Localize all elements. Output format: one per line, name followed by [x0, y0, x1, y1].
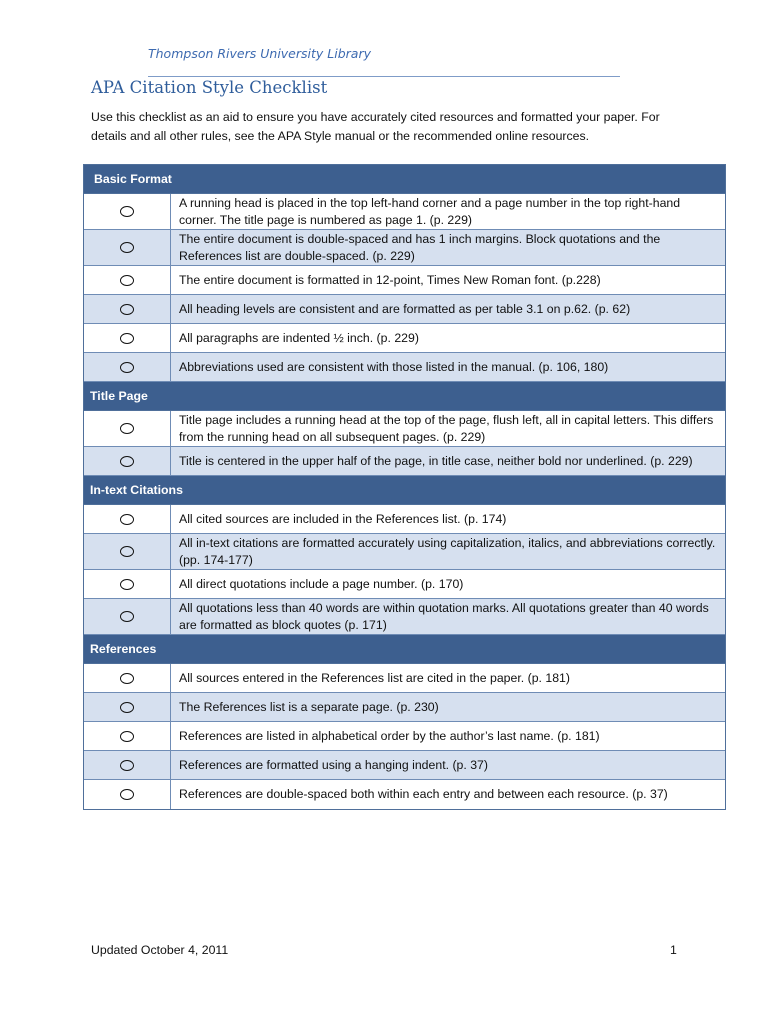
checkbox-cell [84, 230, 171, 265]
circle-checkbox-icon[interactable] [120, 702, 134, 713]
checkbox-cell [84, 266, 171, 294]
section-header-references: References [84, 635, 725, 664]
intro-paragraph [91, 108, 701, 146]
circle-checkbox-icon[interactable] [120, 206, 134, 217]
circle-checkbox-icon[interactable] [120, 546, 134, 557]
circle-checkbox-icon[interactable] [120, 275, 134, 286]
checklist-item-text: All paragraphs are indented ½ inch. (p. 229) [179, 330, 419, 345]
checklist-row [84, 780, 725, 809]
section-header-in-text-citations: In-text Citations [84, 476, 725, 505]
checkbox-cell [84, 411, 171, 446]
checklist-row [84, 324, 725, 353]
checkbox-cell [84, 447, 171, 475]
checkbox-cell [84, 693, 171, 721]
circle-checkbox-icon[interactable] [120, 456, 134, 467]
footer-page-number: 1 [670, 943, 677, 957]
checklist-table [83, 164, 726, 810]
checklist-row [84, 693, 725, 722]
checklist-row [84, 570, 725, 599]
checklist-row [84, 194, 725, 230]
checkbox-cell [84, 751, 171, 779]
checkbox-cell [84, 664, 171, 692]
checklist-item-text: All heading levels are consistent and are formatted as per table 3.1 on p.62. (p. 62) [179, 301, 631, 316]
checkbox-cell [84, 324, 171, 352]
checklist-row [84, 447, 725, 476]
checklist-item-text: All quotations less than 40 words are within quotation marks. All quotations greater than 40 words are formatted as block quotes (p. 171) [179, 600, 709, 632]
section-header-basic-format: Basic Format [84, 165, 725, 194]
checklist-row [84, 599, 725, 635]
header-rule [148, 76, 620, 77]
checklist-item-text: Abbreviations used are consistent with those listed in the manual. (p. 106, 180) [179, 359, 609, 374]
checklist-item-text: Title is centered in the upper half of the page, in title case, neither bold nor underlined. (p. 229) [179, 453, 693, 468]
checklist-item-text: References are formatted using a hanging indent. (p. 37) [179, 757, 488, 772]
section-header-title-page: Title Page [84, 382, 725, 411]
checklist-row [84, 266, 725, 295]
checkbox-cell [84, 599, 171, 634]
checklist-row [84, 411, 725, 447]
circle-checkbox-icon[interactable] [120, 789, 134, 800]
checklist-row [84, 295, 725, 324]
circle-checkbox-icon[interactable] [120, 423, 134, 434]
checklist-row [84, 664, 725, 693]
checkbox-cell [84, 722, 171, 750]
checkbox-cell [84, 780, 171, 809]
checklist-row [84, 751, 725, 780]
circle-checkbox-icon[interactable] [120, 514, 134, 525]
document-title: APA Citation Style Checklist [91, 78, 328, 97]
checklist-item-text: References are listed in alphabetical order by the author’s last name. (p. 181) [179, 728, 600, 743]
checklist-row [84, 505, 725, 534]
circle-checkbox-icon[interactable] [120, 362, 134, 373]
checkbox-cell [84, 505, 171, 533]
circle-checkbox-icon[interactable] [120, 731, 134, 742]
checklist-item-text: The References list is a separate page. (p. 230) [179, 699, 439, 714]
checklist-item-text: The entire document is formatted in 12-point, Times New Roman font. (p.228) [179, 272, 601, 287]
checkbox-cell [84, 570, 171, 598]
checklist-row [84, 722, 725, 751]
checklist-item-text: A running head is placed in the top left-hand corner and a page number in the top right-hand corner. The title page is numbered as page 1. (p. 229) [179, 195, 681, 227]
checklist-row [84, 353, 725, 382]
checklist-item-text: References are double-spaced both within each entry and between each resource. (p. 37) [179, 787, 668, 801]
checkbox-cell [84, 353, 171, 381]
checklist-item-text: All cited sources are included in the References list. (p. 174) [179, 511, 507, 526]
checkbox-cell [84, 194, 171, 229]
circle-checkbox-icon[interactable] [120, 579, 134, 590]
checklist-item-text: All in-text citations are formatted accurately using capitalization, italics, and abbreviations correctly. (pp. 174-177) [179, 535, 716, 567]
checklist-item-text: All sources entered in the References list are cited in the paper. (p. 181) [179, 670, 570, 685]
checklist-item-text: Title page includes a running head at the top of the page, flush left, all in capital letters. This differs from the running head on all subsequent pages. (p. 229) [179, 412, 714, 444]
circle-checkbox-icon[interactable] [120, 673, 134, 684]
circle-checkbox-icon[interactable] [120, 304, 134, 315]
checkbox-cell [84, 295, 171, 323]
footer-updated-date: Updated October 4, 2011 [91, 943, 229, 957]
circle-checkbox-icon[interactable] [120, 611, 134, 622]
library-name: Thompson Rivers University Library [148, 46, 371, 61]
checklist-row [84, 534, 725, 570]
checkbox-cell [84, 534, 171, 569]
intro-line: Use this checklist as an aid to ensure you have accurately cited resources and formatted your paper. For [91, 110, 660, 124]
intro-line: details and all other rules, see the APA Style manual or the recommended online resources. [91, 129, 590, 143]
circle-checkbox-icon[interactable] [120, 333, 134, 344]
checklist-item-text: The entire document is double-spaced and has 1 inch margins. Block quotations and the References list are double-spaced. (p. 229) [179, 231, 661, 263]
circle-checkbox-icon[interactable] [120, 760, 134, 771]
checklist-item-text: All direct quotations include a page number. (p. 170) [179, 576, 464, 591]
checklist-row [84, 230, 725, 266]
circle-checkbox-icon[interactable] [120, 242, 134, 253]
